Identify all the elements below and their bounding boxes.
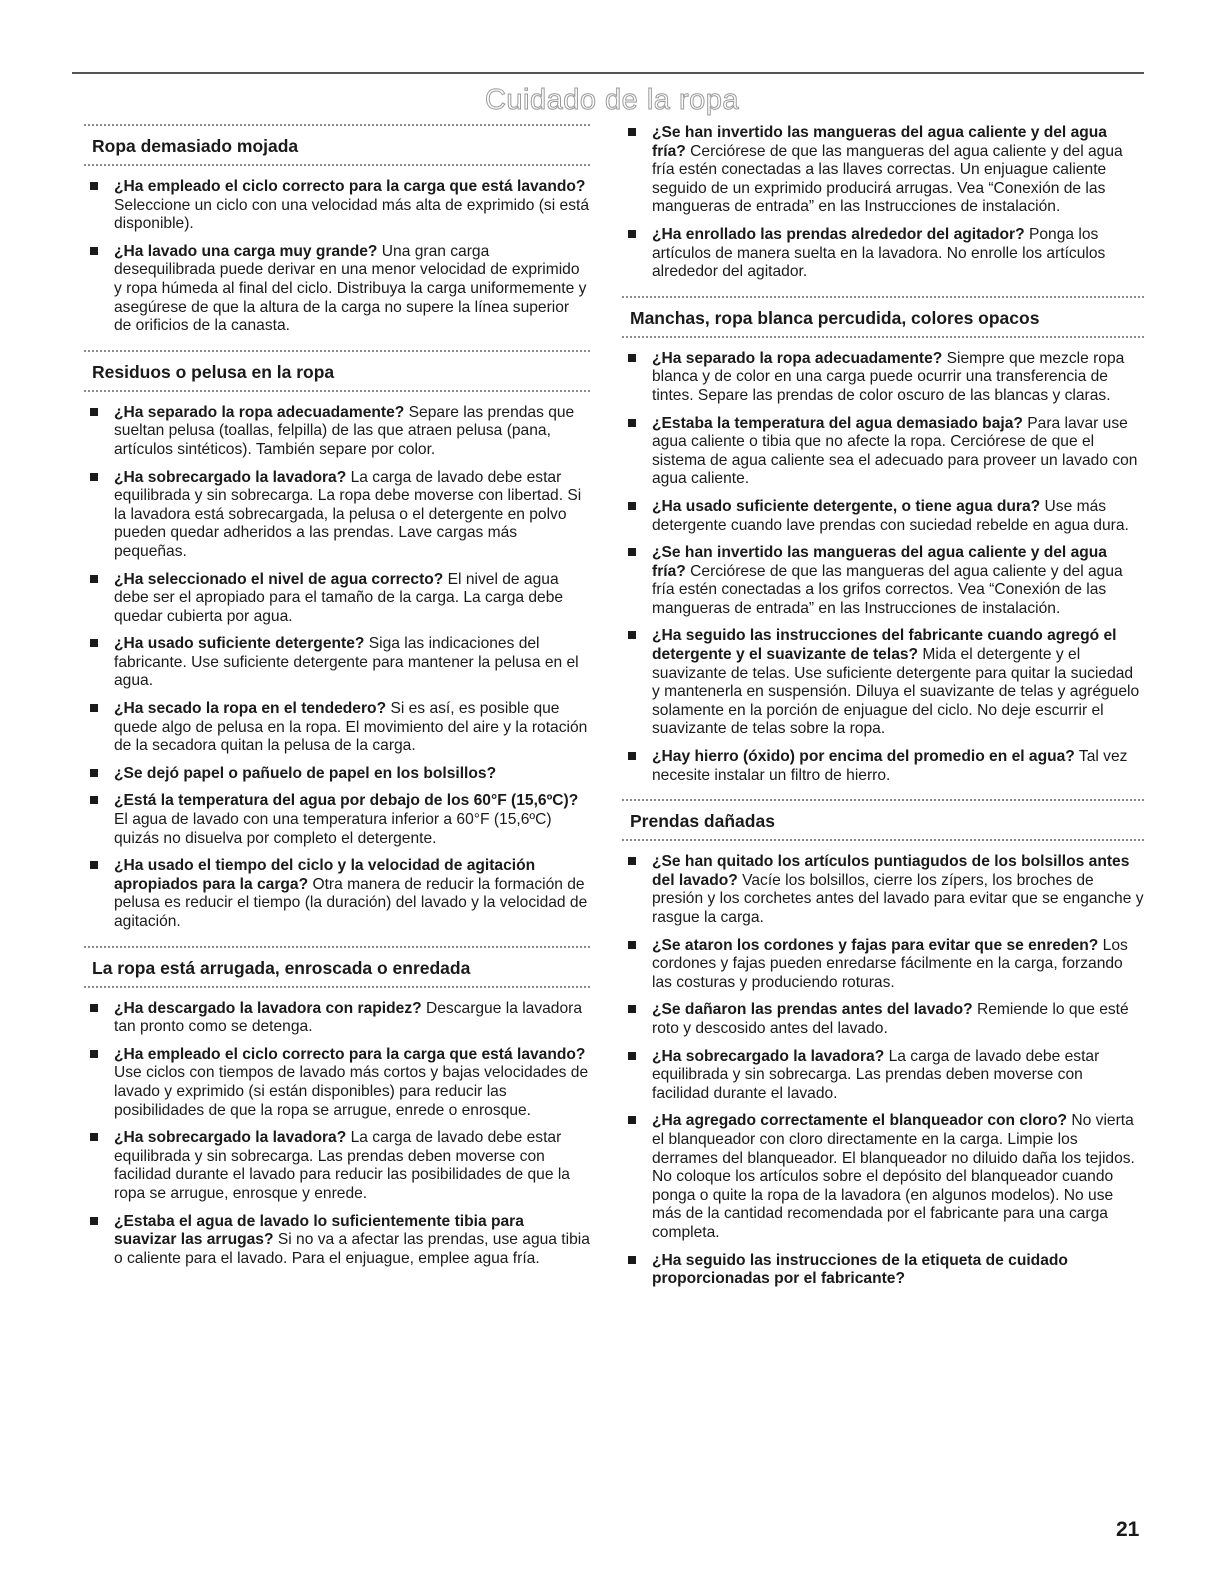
list-item [622,627,1144,739]
item-question: ¿Ha usado suficiente detergente? [114,635,365,653]
item-answer: Use ciclos con tiempos de lavado más cortos y bajas velocidades de lavado y exprimido (si están disponibles) para reducir las posibilidades de que la ropa se arrugue, enrede o enrosque. [114,1064,589,1119]
square-bullet-icon [628,354,636,362]
page-title: Cuidado de la ropa [484,84,740,116]
item-answer: Para lavar use agua caliente o tibia que no afecte la ropa. Cerciórese de que el sistema de agua caliente sea el adecuado para proveer un lavado con agua caliente. [652,414,1138,488]
list-item [84,1129,590,1203]
item-question: ¿Ha seguido las instrucciones de la etiqueta de cuidado proporcionadas por el fabricante? [652,1251,1068,1288]
item-answer: Remiende lo que esté roto y descosido antes del lavado. [652,1001,1129,1037]
square-bullet-icon [90,473,98,481]
square-bullet-icon [628,857,636,865]
list-item [622,1112,1144,1242]
list-item [84,635,590,691]
square-bullet-icon [90,1217,98,1225]
square-bullet-icon [90,1133,98,1141]
item-question: ¿Está la temperatura del agua por debajo de los 60°F (15,6ºC)? [114,792,579,810]
item-answer: Cerciórese de que las mangueras del agua caliente y del agua fría estén conectadas a los grifos correctos. Vea “Conexión de las mangueras de entrada” en las Instrucciones de instalación. [652,562,1123,617]
item-question: ¿Ha seguido las instrucciones del fabricante cuando agregó el detergente y el suavizante de telas? [652,627,1117,664]
list-item [622,498,1144,535]
item-question: ¿Ha separado la ropa adecuadamente? [114,403,405,421]
list-item [622,415,1144,489]
list-item [84,571,590,627]
section-heading: La ropa está arrugada, enroscada o enredada [92,957,471,978]
list-item [84,1000,590,1037]
list-item [622,1048,1144,1104]
troubleshooting-section [84,946,590,1269]
square-bullet-icon [90,639,98,647]
troubleshooting-section [622,799,1144,1288]
item-answer: Cerciórese de que las mangueras del agua caliente y del agua fría estén conectadas a las llaves correctas. Un enjuague caliente seguido de un exprimido producirá arrugas. Vea “Conexión de las mangueras de entrada” en las Instrucciones de instalación. [652,142,1123,216]
section-item-list [84,1000,590,1269]
section-item-list [622,350,1144,785]
item-question: ¿Se han quitado los artículos puntiagudos de los bolsillos antes del lavado? [652,853,1130,889]
item-answer: Separe las prendas que sueltan pelusa (toallas, felpilla) de las que atraen pelusa (pana, artículos sintéticos). También separe por color. [114,403,575,458]
section-item-list [84,178,590,336]
item-question: ¿Ha descargado la lavadora con rapidez? [114,999,422,1017]
section-header [622,799,1144,841]
square-bullet-icon [628,1005,636,1013]
item-question: ¿Ha lavado una carga muy grande? [114,242,378,260]
square-bullet-icon [90,408,98,416]
item-question: ¿Ha empleado el ciclo correcto para la carga que está lavando? [114,1045,586,1063]
item-answer: Siga las indicaciones del fabricante. Use suficiente detergente para mantener la pelusa en el agua. [114,635,579,690]
square-bullet-icon [628,752,636,760]
list-item [622,124,1144,217]
item-question: ¿Ha agregado correctamente el blanqueador con cloro? [652,1112,1068,1130]
item-answer: Use más detergente cuando lave prendas con suciedad rebelde en agua dura. [652,497,1129,534]
item-answer: Tal vez necesite instalar un filtro de hierro. [652,748,1128,784]
item-answer: Ponga los artículos de manera suelta en la lavadora. No enrolle los artículos alrededor del agitador. [652,225,1106,281]
list-item [84,857,590,931]
item-question: ¿Se dejó papel o pañuelo de papel en los bolsillos? [114,764,497,782]
troubleshooting-section [622,296,1144,785]
item-answer: Una gran carga desequilibrada puede derivar en una menor velocidad de exprimido y ropa húmeda al final del ciclo. Distribuya la carga uniformemente y asegúrese de que la altura de la carga no supere la línea superior de orificios de la canasta. [114,242,587,335]
square-bullet-icon [628,548,636,556]
item-answer: La carga de lavado debe estar equilibrada y sin sobrecarga. Las prendas deben moverse con facilidad durante el lavado para reducir las posibilidades de que la ropa se arrugue, enrosque y enrede. [114,1129,570,1202]
list-item [84,469,590,562]
section-header [84,124,590,166]
item-answer: El agua de lavado con una temperatura inferior a 60°F (15,6ºC) quizás no disuelva por completo el detergente. [114,811,552,847]
item-question: ¿Ha empleado el ciclo correcto para la carga que está lavando? [114,178,586,195]
item-question: ¿Ha usado el tiempo del ciclo y la velocidad de agitación apropiados para la carga? [114,857,536,893]
item-question: ¿Ha sobrecargado la lavadora? [114,1129,347,1147]
list-item [84,1046,590,1120]
square-bullet-icon [90,796,98,804]
right-column-top-list [622,124,1144,282]
top-rule [72,72,1144,74]
list-item [84,404,590,460]
item-answer: La carga de lavado debe estar equilibrada y sin sobrecarga. La ropa debe moverse con libertad. Si la lavadora está sobrecargada, la pelusa o el detergente en polvo pueden quedar adheridos a las prendas. Lave cargas más pequeñas. [114,468,582,560]
section-header [622,296,1144,338]
item-answer: La carga de lavado debe estar equilibrada y sin sobrecarga. Las prendas deben moverse con facilidad durante el lavado. [652,1047,1100,1102]
square-bullet-icon [90,1050,98,1058]
list-item [84,243,590,336]
troubleshooting-section [84,124,590,336]
list-item [622,350,1144,406]
square-bullet-icon [628,128,636,136]
item-question: ¿Ha sobrecargado la lavadora? [114,468,347,486]
square-bullet-icon [90,1004,98,1012]
item-answer: Siempre que mezcle ropa blanca y de color en una carga puede ocurrir una transferencia de tintes. Separe las prendas de color oscuro de las blancas y claras. [652,349,1125,404]
list-item [84,700,590,756]
item-answer: Seleccione un ciclo con una velocidad más alta de exprimido (si está disponible). [114,196,590,233]
item-question: ¿Se ataron los cordones y fajas para evitar que se enreden? [652,936,1099,954]
item-question: ¿Ha separado la ropa adecuadamente? [652,349,943,367]
page-number: 21 [1116,1518,1140,1541]
square-bullet-icon [90,769,98,777]
list-item [622,1001,1144,1038]
square-bullet-icon [628,1116,636,1124]
item-question: ¿Se dañaron las prendas antes del lavado? [652,1001,973,1019]
list-item [622,226,1144,282]
list-item [622,937,1144,993]
item-answer: Vacíe los bolsillos, cierre los zípers, los broches de presión y los corchetes antes del lavado para evitar que se enganche y rasgue la carga. [652,871,1144,926]
item-answer: No vierta el blanqueador con cloro directamente en la carga. Limpie los derrames del blanqueador. El blanqueador no diluido daña los tejidos. No coloque los artículos sobre el depósito del blanqueador cuando ponga o quite la ropa de la lavadora (en algunos modelos). No use más de la cantidad recomendada por el fabricante para una carga completa. [652,1112,1135,1241]
list-item [84,765,590,784]
section-heading: Prendas dañadas [630,811,775,832]
item-answer: Si no va a afectar las prendas, use agua tibia o caliente para el lavado. Para el enjuague, emplee agua fría. [114,1231,590,1267]
section-heading: Ropa demasiado mojada [92,136,299,156]
list-item [84,1213,590,1269]
item-question: ¿Se han invertido las mangueras del agua caliente y del agua fría? [652,124,1107,160]
item-answer: Los cordones y fajas pueden enredarse fácilmente en la carga, forzando las costuras y produciendo roturas. [652,936,1128,991]
list-item [622,1252,1144,1289]
item-question: ¿Ha enrollado las prendas alrededor del agitador? [652,225,1025,243]
item-question: ¿Ha usado suficiente detergente, o tiene agua dura? [652,497,1041,515]
item-question: ¿Estaba la temperatura del agua demasiado baja? [652,414,1023,432]
section-heading: Residuos o pelusa en la ropa [92,361,335,382]
list-item [622,544,1144,618]
item-answer: Descargue la lavadora tan pronto como se detenga. [114,999,583,1036]
square-bullet-icon [628,1052,636,1060]
square-bullet-icon [628,631,636,639]
troubleshooting-section [84,350,590,932]
item-answer: Mida el detergente y el suavizante de telas. Use suficiente detergente para quitar la suciedad y mantenerla en suspensión. Diluya el suavizante de telas y agréguelo solamente en la porción de enjuague del ciclo. No deje escurrir el suavizante de telas sobre la ropa. [652,646,1140,738]
item-answer: Si es así, es posible que quede algo de pelusa en la ropa. El movimiento del aire y la rotación de la secadora quitan la pelusa de la carga. [114,700,588,755]
item-answer: El nivel de agua debe ser el apropiado para el tamaño de la carga. La carga debe quedar cubierta por agua. [114,570,564,625]
square-bullet-icon [90,861,98,869]
list-item [622,748,1144,785]
list-item [622,853,1144,927]
list-item [84,792,590,848]
square-bullet-icon [628,419,636,427]
item-question: ¿Hay hierro (óxido) por encima del promedio en el agua? [652,748,1075,766]
square-bullet-icon [628,230,636,238]
item-answer: Otra manera de reducir la formación de pelusa es reducir el tiempo (la duración) del lavado y la velocidad de agitación. [114,875,588,930]
square-bullet-icon [628,1256,636,1264]
item-question: ¿Ha sobrecargado la lavadora? [652,1047,885,1065]
list-item [84,178,590,234]
square-bullet-icon [90,575,98,583]
item-question: ¿Ha seleccionado el nivel de agua correcto? [114,570,444,588]
square-bullet-icon [628,502,636,510]
square-bullet-icon [628,941,636,949]
section-header [84,946,590,988]
square-bullet-icon [90,247,98,255]
item-question: ¿Ha secado la ropa en el tendedero? [114,700,387,718]
section-item-list [622,853,1144,1288]
section-header [84,350,590,392]
right-column [622,124,1144,1303]
item-question: ¿Se han invertido las mangueras del agua caliente y del agua fría? [652,544,1107,580]
section-heading: Manchas, ropa blanca percudida, colores opacos [630,307,1040,328]
left-column [84,124,590,1282]
item-question: ¿Estaba el agua de lavado lo suficientemente tibia para suavizar las arrugas? [114,1212,524,1249]
square-bullet-icon [90,704,98,712]
square-bullet-icon [90,182,98,190]
section-item-list [84,404,590,932]
